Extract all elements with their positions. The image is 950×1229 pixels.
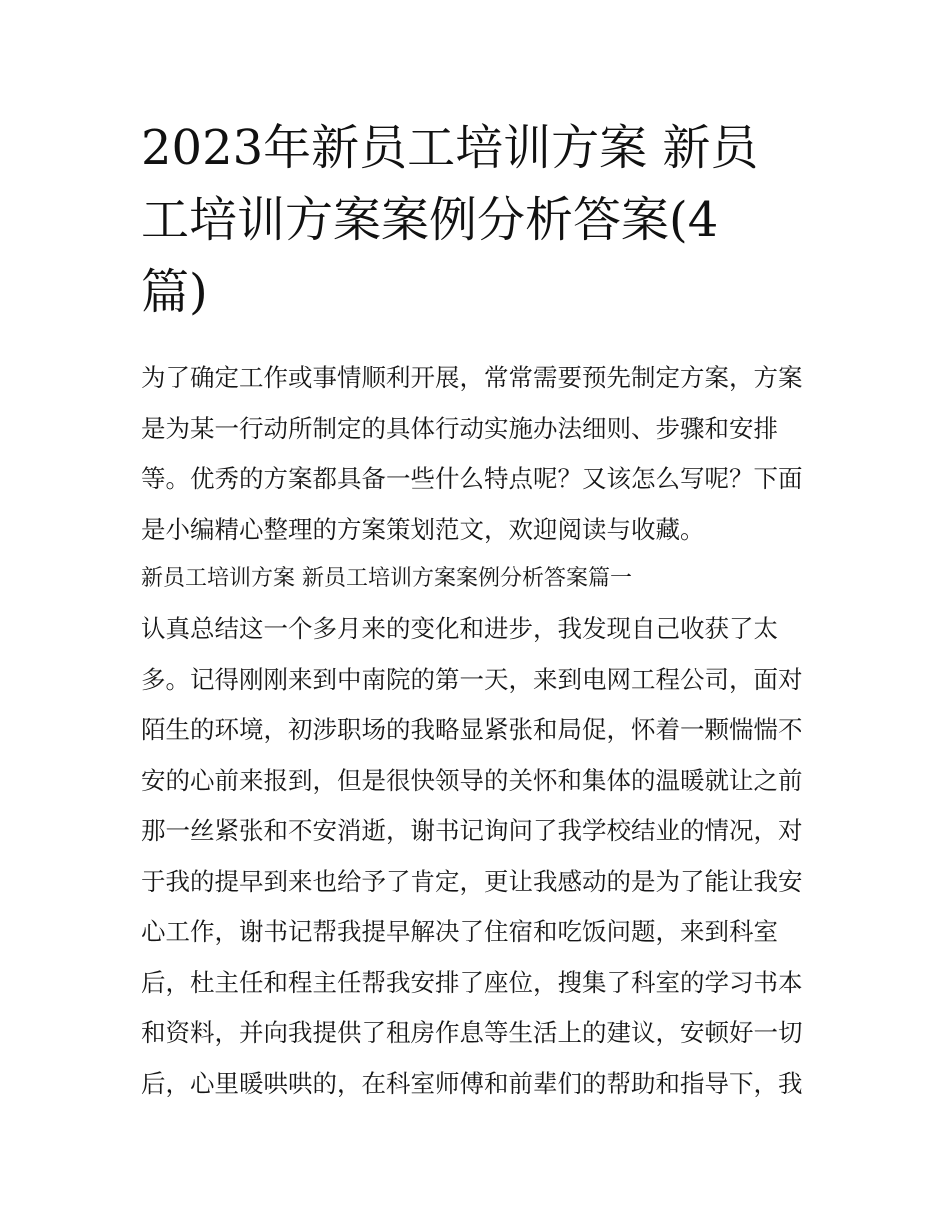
section-line: 后，杜主任和程主任帮我安排了座位，搜集了科室的学习书本 <box>141 967 803 997</box>
section-line: 心工作，谢书记帮我提早解决了住宿和吃饭问题，来到科室 <box>141 917 778 946</box>
title-line-3: 篇) <box>141 264 208 320</box>
section-line: 那一丝紧张和不安消逝，谢书记询问了我学校结业的情况，对 <box>141 816 803 845</box>
document-title <box>141 112 821 328</box>
section-line: 和资料，并向我提供了租房作息等生活上的建议，安顿好一切 <box>141 1018 803 1047</box>
section-heading: 新员工培训方案 新员工培训方案案例分析答案篇一 <box>141 566 632 591</box>
section-line: 多。记得刚刚来到中南院的第一天，来到电网工程公司，面对 <box>141 664 803 694</box>
section-line: 后，心里暖哄哄的，在科室师傅和前辈们的帮助和指导下，我 <box>141 1068 803 1098</box>
section-line: 于我的提早到来也给予了肯定，更让我感动的是为了能让我安 <box>141 866 803 896</box>
section-line: 安的心前来报到，但是很快领导的关怀和集体的温暖就让之前 <box>141 765 803 795</box>
section-line: 认真总结这一个多月来的变化和进步，我发现自己收获了太 <box>141 614 778 643</box>
intro-paragraph <box>141 353 816 555</box>
section-line: 陌生的环境，初涉职场的我略显紧张和局促，怀着一颗惴惴不 <box>141 715 803 744</box>
intro-line: 是为某一行动所制定的具体行动实施办法细则、步骤和安排 <box>141 413 778 443</box>
intro-line: 是小编精心整理的方案策划范文，欢迎阅读与收藏。 <box>141 514 705 544</box>
intro-line: 为了确定工作或事情顺利开展，常常需要预先制定方案，方案 <box>141 363 803 392</box>
title-line-2: 工培训方案案例分析答案(4 <box>141 192 719 248</box>
section-paragraph <box>141 604 816 1109</box>
intro-line: 等。优秀的方案都具备一些什么特点呢？又该怎么写呢？下面 <box>141 464 803 493</box>
title-line-1: 2023年新员工培训方案 新员 <box>141 120 759 176</box>
